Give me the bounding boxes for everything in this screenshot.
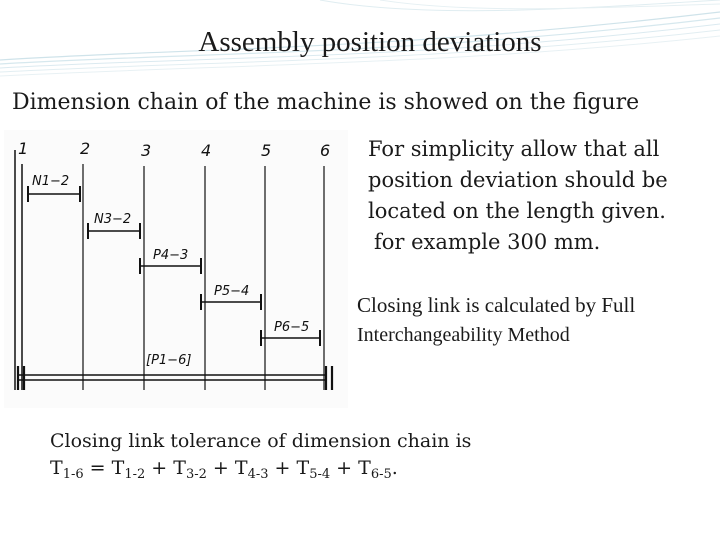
note-line-3: located on the length given. <box>368 199 666 223</box>
formula-equals: = <box>83 457 112 479</box>
formula-term-4-sub: 5-4 <box>309 467 331 482</box>
formula-term-2-sub: 3-2 <box>185 467 207 482</box>
column-label-5: 5 <box>261 141 272 160</box>
link-label-n1-2: N1−2 <box>32 174 70 189</box>
dimension-chain-figure <box>0 128 352 410</box>
link-label-p1-6: [P1−6] <box>146 353 192 368</box>
formula-term-2-base: T <box>173 457 186 479</box>
formula-term-1-sub: 1-2 <box>124 467 146 482</box>
note-line-2: position deviation should be <box>368 168 668 192</box>
formula-lhs-base: T <box>50 457 63 479</box>
link-label-n3-2: N3−2 <box>94 212 132 227</box>
slide-title: Assembly position deviations <box>198 26 542 58</box>
formula-plus-2: + <box>206 457 235 479</box>
simplification-note <box>368 134 718 258</box>
link-label-p4-3: P4−3 <box>153 248 189 263</box>
tolerance-line: Closing link tolerance of dimension chain is <box>50 430 472 452</box>
formula-term-3-sub: 4-3 <box>247 467 269 482</box>
tolerance-formula <box>50 454 710 489</box>
column-label-6: 6 <box>320 141 331 160</box>
formula-plus-3: + <box>268 457 297 479</box>
slide-subtitle: Dimension chain of the machine is showed on the figure <box>12 90 640 115</box>
note-line-1: For simplicity allow that all <box>368 137 660 161</box>
note-line-4: for example 300 mm. <box>374 230 601 254</box>
closing-line-1: Closing link is calculated by Full <box>357 293 636 317</box>
formula-plus-1: + <box>145 457 174 479</box>
formula-end: . <box>391 457 398 479</box>
formula-term-3-base: T <box>234 457 248 479</box>
formula-term-5-sub: 6-5 <box>370 467 392 482</box>
formula-term-4-base: T <box>296 457 310 479</box>
column-label-4: 4 <box>201 141 212 160</box>
column-label-2: 2 <box>80 139 91 158</box>
column-label-3: 3 <box>141 141 152 160</box>
formula-term-1-base: T <box>111 457 125 479</box>
column-label-1: 1 <box>18 139 29 158</box>
formula-plus-4: + <box>330 457 359 479</box>
closing-line-2: Interchangeability Method <box>357 324 570 346</box>
link-label-p6-5: P6−5 <box>274 320 310 335</box>
link-label-p5-4: P5−4 <box>214 284 250 299</box>
tolerance-block <box>50 428 710 489</box>
closing-link-method <box>357 290 717 350</box>
formula-term-5-base: T <box>358 457 371 479</box>
formula-lhs-sub: 1-6 <box>62 467 84 482</box>
